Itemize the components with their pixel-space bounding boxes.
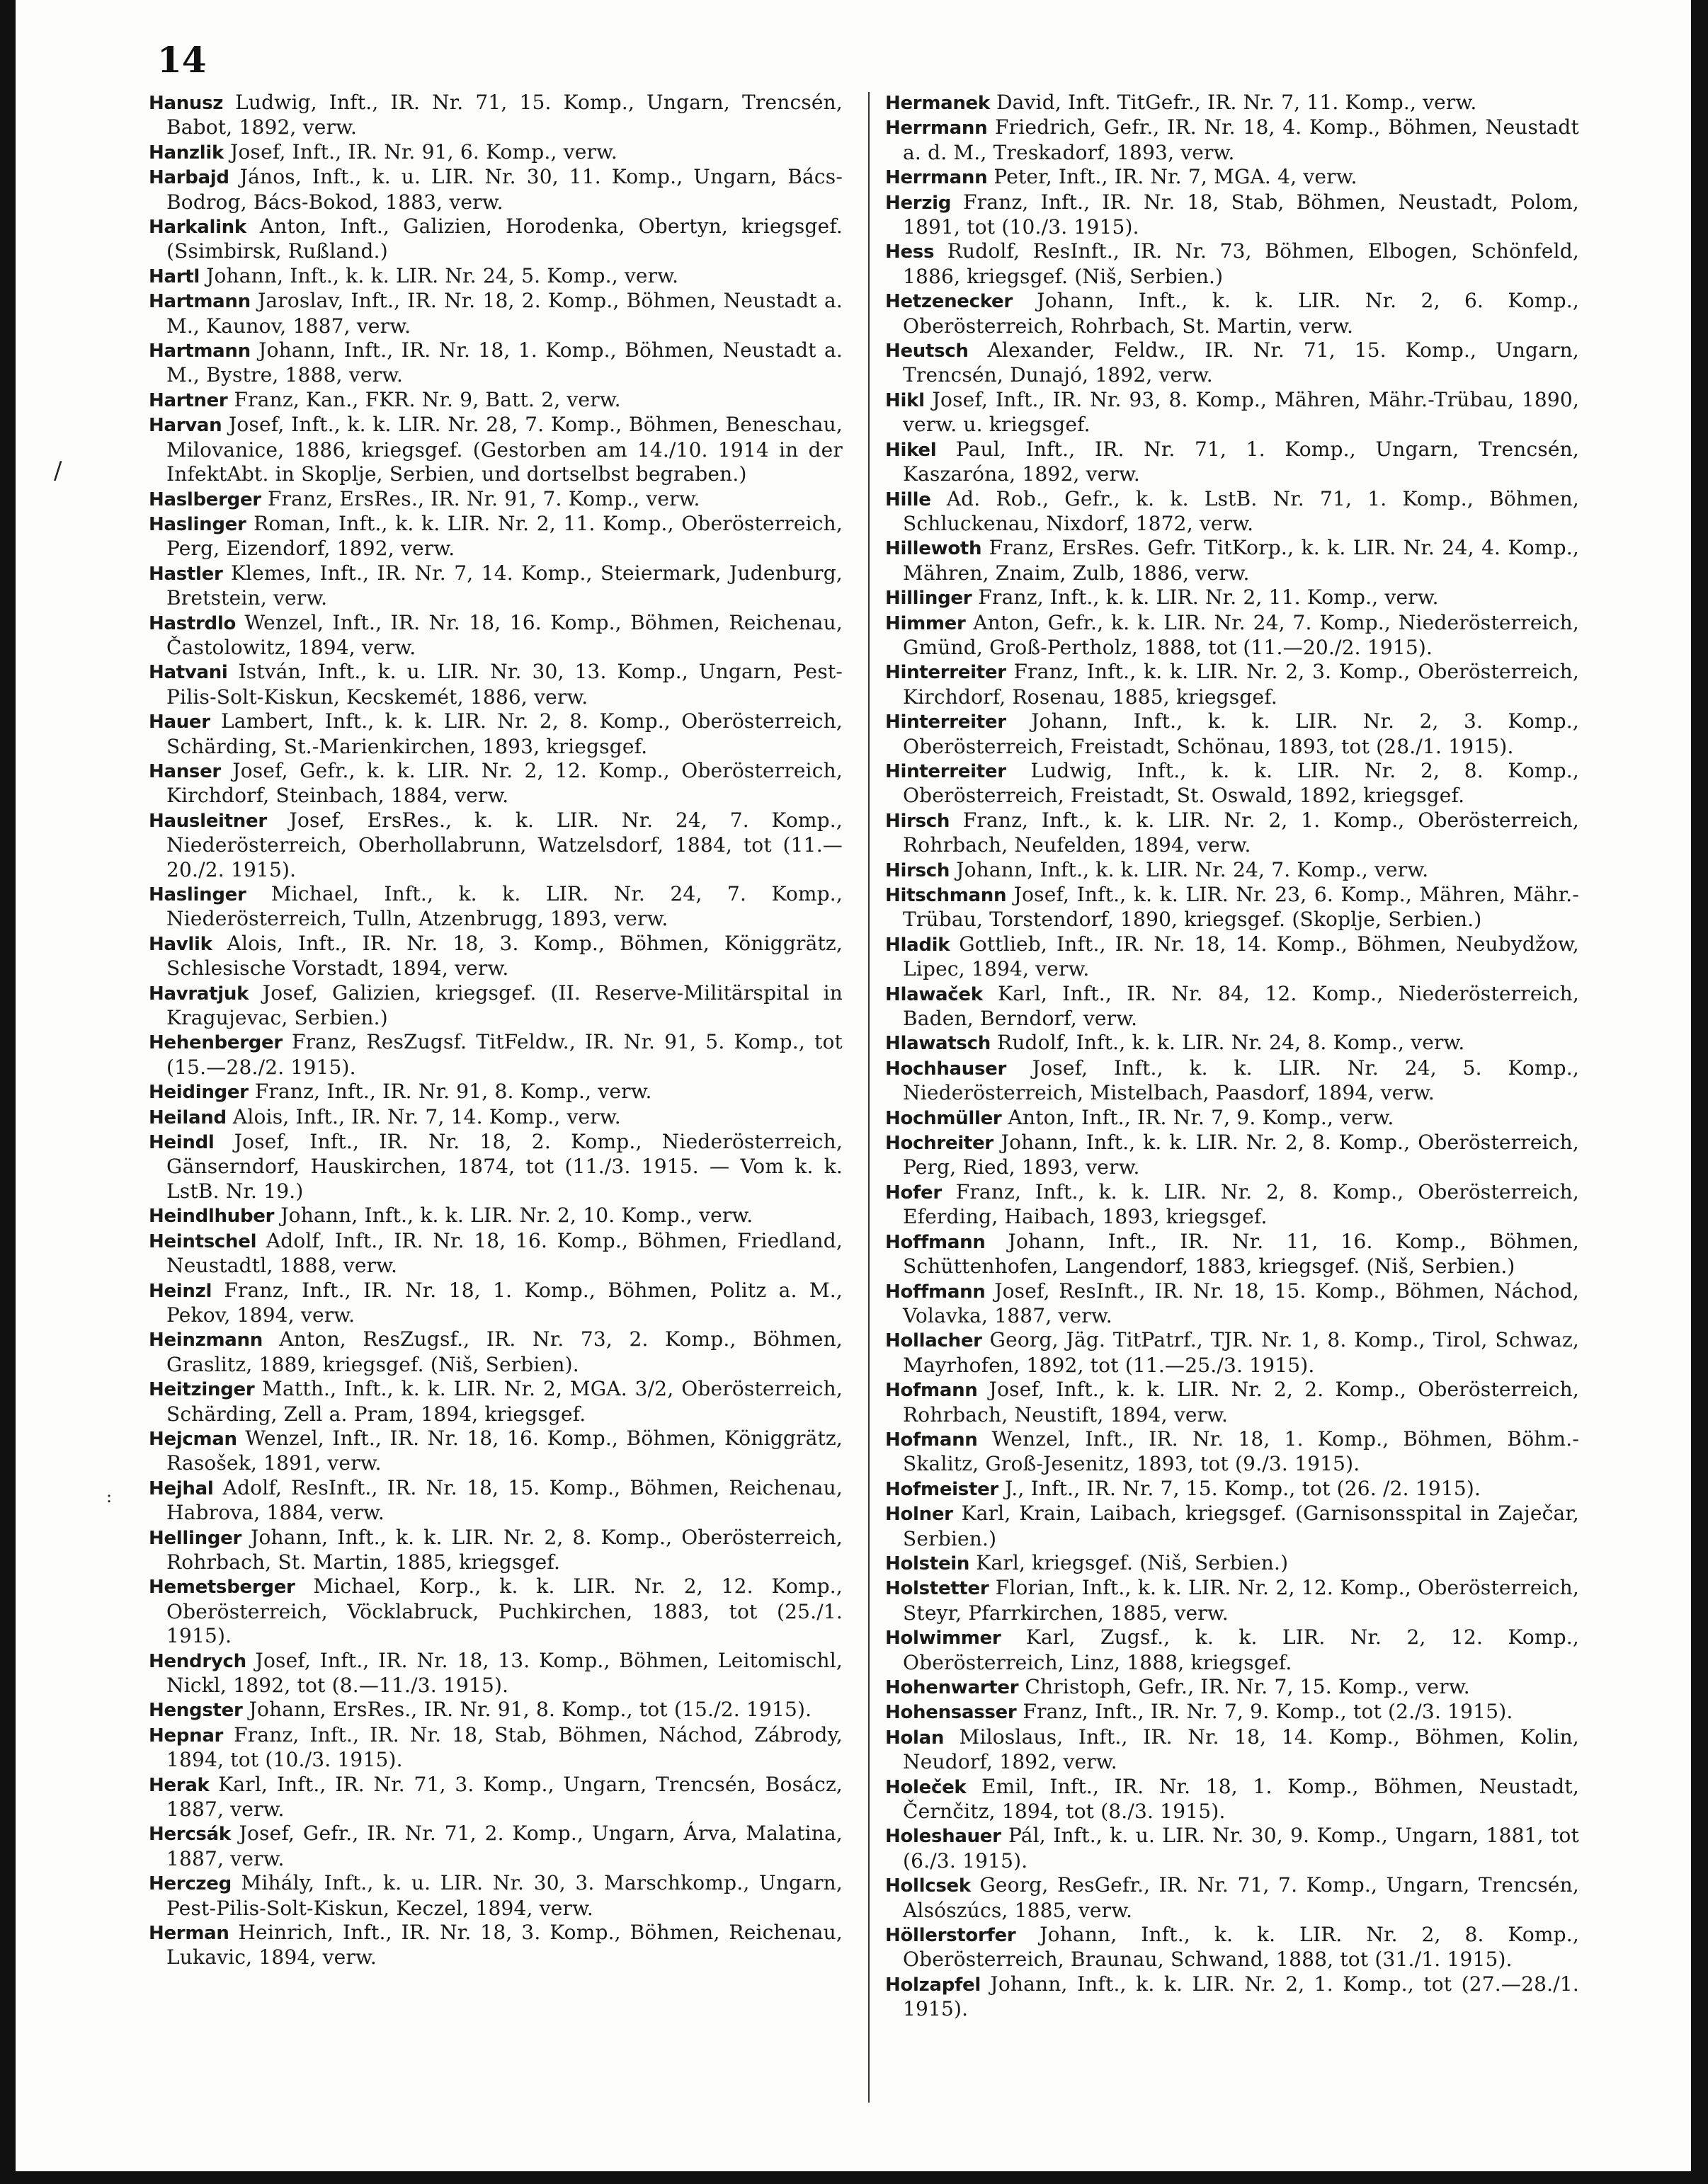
entry-details: Adolf, Inft., IR. Nr. 18, 16. Komp., Böhmen, Friedland, Neustadtl, 1888, verw. (166, 1228, 843, 1278)
list-entry (149, 808, 843, 882)
list-entry (149, 165, 843, 215)
entry-details: Josef, Inft., k. k. LIR. Nr. 24, 5. Komp., Niederösterreich, Mistelbach, Paasdorf, 1894, verw. (903, 1056, 1579, 1105)
entry-details: Heinrich, Inft., IR. Nr. 18, 3. Komp., Böhmen, Reichenau, Lukavic, 1894, verw. (166, 1921, 843, 1969)
entry-surname: Hollacher (885, 1330, 982, 1352)
list-entry (885, 759, 1579, 808)
column-divider (868, 92, 870, 2103)
entry-details: Anton, Inft., IR. Nr. 7, 9. Komp., verw. (1008, 1105, 1394, 1129)
list-entry (885, 1725, 1579, 1775)
list-entry (885, 932, 1579, 982)
entry-surname: Heinzl (149, 1280, 212, 1302)
list-entry (885, 808, 1579, 858)
entry-details: Lambert, Inft., k. k. LIR. Nr. 2, 8. Komp., Oberösterreich, Schärding, St.-Marienkirchen, 1893, kriegsgef. (166, 709, 843, 758)
entry-surname: Herrmann (885, 167, 988, 189)
entry-surname: Hengster (149, 1700, 243, 1722)
entry-surname: Heindl (149, 1132, 215, 1154)
entry-details: Alois, Inft., IR. Nr. 7, 14. Komp., verw. (232, 1104, 621, 1128)
entry-surname: Haslinger (149, 513, 246, 535)
entry-surname: Hoffmann (885, 1231, 986, 1253)
entry-surname: Hejhal (149, 1477, 214, 1499)
entry-details: Anton, Inft., Galizien, Horodenka, Obertyn, kriegsgef. (Ssimbirsk, Rußland.) (166, 215, 843, 263)
entry-surname: Hanser (149, 760, 221, 782)
entry-details: Johann, Inft., k. k. LIR. Nr. 2, 1. Komp., tot (27.—28./1. 1915). (903, 1972, 1579, 2021)
entry-surname: Holzapfel (885, 1974, 981, 1996)
entry-surname: Hofer (885, 1182, 942, 1204)
entry-surname: Herzig (885, 192, 952, 214)
entry-details: Florian, Inft., k. k. LIR. Nr. 2, 12. Komp., Oberösterreich, Steyr, Pfarrkirchen, 1885, verw. (903, 1576, 1579, 1625)
entry-details: Johann, Inft., k. k. LIR. Nr. 2, 8. Komp., Oberösterreich, Braunau, Schwand, 1888, tot (31./1. 1915). (903, 1923, 1579, 1972)
list-entry (149, 709, 843, 759)
entry-surname: Heiland (149, 1107, 227, 1128)
entry-details: Anton, ResZugsf., IR. Nr. 73, 2. Komp., Böhmen, Graslitz, 1889, kriegsgef. (Niš, Serbien). (166, 1327, 843, 1376)
entry-details: Franz, Kan., FKR. Nr. 9, Batt. 2, verw. (234, 387, 621, 411)
entry-surname: Harvan (149, 415, 222, 437)
list-entry (885, 1625, 1579, 1675)
list-entry (885, 239, 1579, 289)
entry-details: Karl, Inft., IR. Nr. 71, 3. Komp., Ungarn, Trencsén, Bosácz, 1887, verw. (166, 1772, 843, 1822)
list-entry (149, 1080, 843, 1104)
entry-details: Josef, Gefr., IR. Nr. 71, 2. Komp., Ungarn, Árva, Malatina, 1887, verw. (166, 1822, 843, 1870)
entry-surname: Holstein (885, 1553, 970, 1574)
list-entry (149, 140, 843, 165)
entry-details: Franz, Inft., k. k. LIR. Nr. 2, 3. Komp., Oberösterreich, Kirchdorf, Rosenau, 1885, kriegsgef. (903, 660, 1579, 709)
list-entry (885, 536, 1579, 585)
entry-surname: Hess (885, 241, 935, 263)
list-entry (149, 882, 843, 932)
list-entry (149, 1204, 843, 1228)
list-entry (149, 1030, 843, 1080)
entry-surname: Harbajd (149, 167, 229, 189)
entry-surname: Hillewoth (885, 538, 982, 560)
entry-details: Josef, Inft., k. k. LIR. Nr. 23, 6. Komp., Mähren, Mähr.-Trübau, Torstendorf, 1890, kriegsgef. (Skoplje, Serbien.) (903, 883, 1579, 932)
list-entry (149, 1526, 843, 1575)
list-entry (885, 611, 1579, 661)
list-entry (149, 215, 843, 264)
entry-details: Ludwig, Inft., k. k. LIR. Nr. 2, 8. Komp., Oberösterreich, Freistadt, St. Oswald, 1892, kriegsgef. (903, 758, 1579, 808)
list-entry (885, 289, 1579, 338)
list-entry (885, 1576, 1579, 1625)
entry-details: Rudolf, ResInft., IR. Nr. 73, Böhmen, Elbogen, Schönfeld, 1886, kriegsgef. (Niš, Serbien.) (903, 239, 1579, 288)
entry-surname: Hehenberger (149, 1032, 283, 1054)
list-entry (149, 512, 843, 561)
entry-surname: Havratjuk (149, 983, 249, 1005)
page-number: 14 (157, 39, 207, 81)
list-entry (149, 932, 843, 981)
list-entry (885, 858, 1579, 883)
entry-surname: Hille (885, 488, 931, 510)
entry-details: Johann, Inft., k. k. LIR. Nr. 2, 3. Komp., Oberösterreich, Freistadt, Schönau, 1893, tot (28./1. 1915). (903, 709, 1579, 758)
entry-surname: Herman (149, 1923, 229, 1945)
entry-surname: Hellinger (149, 1527, 242, 1549)
entry-details: Emil, Inft., IR. Nr. 18, 1. Komp., Böhmen, Neustadt, Černčitz, 1894, tot (8./3. 1915). (903, 1774, 1579, 1824)
entry-surname: Hohensasser (885, 1702, 1017, 1724)
right-column (885, 91, 1579, 2022)
entry-surname: Hatvani (149, 662, 228, 684)
list-entry (149, 1649, 843, 1698)
entry-surname: Hartner (149, 389, 228, 411)
entry-surname: Hejcman (149, 1428, 237, 1450)
entry-details: Franz, ErsRes., IR. Nr. 91, 7. Komp., verw. (267, 486, 700, 510)
list-entry (149, 264, 843, 289)
entry-details: Franz, Inft., k. k. LIR. Nr. 2, 11. Komp., verw. (978, 585, 1439, 610)
entry-surname: Hochhauser (885, 1058, 1007, 1080)
list-entry (885, 1923, 1579, 1972)
entry-surname: Heidinger (149, 1082, 249, 1104)
entry-details: Johann, Inft., k. k. LIR. Nr. 24, 5. Komp., verw. (206, 263, 679, 287)
list-entry (149, 1723, 843, 1773)
entry-surname: Hohenwarter (885, 1677, 1019, 1698)
entry-surname: Himmer (885, 612, 966, 634)
list-entry (885, 1873, 1579, 1923)
entry-details: Alois, Inft., IR. Nr. 18, 3. Komp., Böhmen, Königgrätz, Schlesische Vorstadt, 1894, verw. (166, 931, 843, 980)
entry-surname: Hinterreiter (885, 711, 1006, 733)
list-entry (885, 338, 1579, 388)
entry-surname: Hollcsek (885, 1875, 971, 1897)
entry-surname: Heitzinger (149, 1379, 255, 1401)
list-entry (885, 660, 1579, 709)
entry-surname: Hofmann (885, 1380, 978, 1402)
entry-details: Josef, Inft., IR. Nr. 18, 2. Komp., Niederösterreich, Gänserndorf, Hauskirchen, 1874, tot (11./3. 1915. — Vom k. k. LstB. Nr. 19.) (166, 1130, 843, 1203)
entry-surname: Heintschel (149, 1230, 257, 1252)
list-entry (149, 1279, 843, 1328)
entry-details: Josef, Inft., IR. Nr. 91, 6. Komp., verw. (230, 139, 617, 164)
scan-border-left (0, 0, 16, 2184)
entry-details: István, Inft., k. u. LIR. Nr. 30, 13. Komp., Ungarn, Pest-Pilis-Solt-Kiskun, Kecskemét, 1886, verw. (166, 660, 843, 709)
entry-surname: Havlik (149, 933, 212, 955)
entry-details: Josef, Inft., IR. Nr. 18, 13. Komp., Böhmen, Leitomischl, Nickl, 1892, tot (8.—11./3. 1915). (166, 1648, 843, 1697)
entry-surname: Holwimmer (885, 1628, 1001, 1650)
entry-surname: Hillinger (885, 588, 972, 610)
entry-surname: Hermanek (885, 93, 990, 114)
entry-surname: Hirsch (885, 810, 950, 832)
entry-surname: Hepnar (149, 1725, 224, 1746)
list-entry (149, 1377, 843, 1427)
entry-details: Karl, Zugsf., k. k. LIR. Nr. 2, 12. Komp., Oberösterreich, Linz, 1888, kriegsgef. (903, 1625, 1579, 1674)
entry-surname: Hlawatsch (885, 1033, 991, 1055)
entry-details: János, Inft., k. u. LIR. Nr. 30, 11. Komp., Ungarn, Bács-Bodrog, Bács-Bokod, 1883, verw. (166, 165, 843, 214)
entry-surname: Hikl (885, 389, 925, 411)
list-entry (149, 1229, 843, 1279)
list-entry (885, 1230, 1579, 1279)
entry-details: Michael, Korp., k. k. LIR. Nr. 2, 12. Komp., Oberösterreich, Vöcklabruck, Puchkirchen, 1883, tot (25./1. 1915). (166, 1574, 843, 1648)
entry-surname: Hladik (885, 934, 950, 956)
entry-surname: Haslinger (149, 884, 246, 905)
list-entry (885, 190, 1579, 240)
entry-surname: Hochmüller (885, 1107, 1002, 1129)
entry-details: Mihály, Inft., k. u. LIR. Nr. 30, 3. Marschkomp., Ungarn, Pest-Pilis-Solt-Kiskun, Keczel, 1894, verw. (166, 1871, 843, 1920)
list-entry (885, 1279, 1579, 1329)
list-entry (885, 1675, 1579, 1700)
entry-surname: Hochreiter (885, 1133, 994, 1155)
list-entry (885, 1180, 1579, 1230)
entry-details: Anton, Gefr., k. k. LIR. Nr. 24, 7. Komp., Niederösterreich, Gmünd, Groß-Pertholz, 1888, tot (11.—20./2. 1915). (903, 610, 1579, 659)
entry-details: Franz, Inft., IR. Nr. 18, Stab, Böhmen, Neustadt, Polom, 1891, tot (10./3. 1915). (903, 190, 1579, 239)
entry-details: Johann, Inft., IR. Nr. 11, 16. Komp., Böhmen, Schüttenhofen, Langendorf, 1883, kriegsgef. (Niš, Serbien.) (903, 1229, 1579, 1279)
entry-surname: Holan (885, 1727, 945, 1749)
list-entry (885, 1502, 1579, 1551)
entry-details: Matth., Inft., k. k. LIR. Nr. 2, MGA. 3/2, Oberösterreich, Schärding, Zell a. Pram, 1894, kriegsgef. (166, 1377, 843, 1426)
scan-border-right (1691, 0, 1708, 2184)
entry-details: Franz, Inft., k. k. LIR. Nr. 2, 1. Komp., Oberösterreich, Rohrbach, Neufelden, 1894, verw. (903, 808, 1579, 857)
list-entry (149, 1921, 843, 1970)
list-entry (885, 165, 1579, 190)
entry-surname: Hikel (885, 439, 937, 461)
entry-details: Franz, Inft., IR. Nr. 18, Stab, Böhmen, Náchod, Zábrody, 1894, tot (10./3. 1915). (166, 1722, 843, 1772)
list-entry (149, 1427, 843, 1476)
list-entry (885, 1775, 1579, 1824)
entry-surname: Herrmann (885, 118, 988, 139)
entry-details: Klemes, Inft., IR. Nr. 7, 14. Komp., Steiermark, Judenburg, Bretstein, verw. (166, 561, 843, 610)
margin-mark: / (54, 457, 62, 485)
entry-details: Peter, Inft., IR. Nr. 7, MGA. 4, verw. (994, 165, 1357, 189)
list-entry (149, 1822, 843, 1871)
entry-details: Paul, Inft., IR. Nr. 71, 1. Komp., Ungarn, Trencsén, Kaszaróna, 1892, verw. (903, 437, 1579, 486)
entry-surname: Hartl (149, 265, 200, 287)
list-entry (149, 1574, 843, 1648)
entry-surname: Hendrych (149, 1650, 246, 1672)
entry-details: Josef, Inft., k. k. LIR. Nr. 28, 7. Komp., Böhmen, Beneschau, Milovanice, 1886, kriegsgef. (Gestorben am 14./10. 1914 in der InfektAbt. in Skoplje, Serbien, und dortselbst begraben.) (166, 413, 843, 486)
list-entry (149, 759, 843, 808)
entry-details: Franz, ResZugsf. TitFeldw., IR. Nr. 91, 5. Komp., tot (15.—28./2. 1915). (166, 1030, 843, 1079)
entry-details: J., Inft., IR. Nr. 7, 15. Komp., tot (26. /2. 1915). (1005, 1476, 1481, 1500)
entry-details: Josef, ErsRes., k. k. LIR. Nr. 24, 7. Komp., Niederösterreich, Oberhollabrunn, Watzelsdorf, 1884, tot (11.—20./2. 1915). (166, 808, 843, 881)
list-entry (149, 1327, 843, 1377)
list-entry (885, 1056, 1579, 1106)
entry-details: Josef, Inft., IR. Nr. 93, 8. Komp., Mähren, Mähr.-Trübau, 1890, verw. u. kriegsgef. (903, 387, 1580, 437)
entry-details: Johann, ErsRes., IR. Nr. 91, 8. Komp., tot (15./2. 1915). (249, 1698, 812, 1722)
entry-surname: Hlawaček (885, 983, 983, 1005)
list-entry (885, 585, 1579, 610)
list-entry (885, 438, 1579, 487)
list-entry (149, 487, 843, 512)
list-entry (149, 413, 843, 486)
list-entry (885, 1477, 1579, 1502)
entry-details: Johann, Inft., k. k. LIR. Nr. 2, 8. Komp., Oberösterreich, Perg, Ried, 1893, verw. (903, 1131, 1579, 1179)
entry-surname: Hofmann (885, 1429, 978, 1451)
list-entry (885, 1328, 1579, 1378)
entry-details: Johann, Inft., IR. Nr. 18, 1. Komp., Böhmen, Neustadt a. M., Bystre, 1888, verw. (166, 338, 843, 387)
list-entry (149, 561, 843, 611)
list-entry (885, 1824, 1579, 1873)
entry-details: Gottlieb, Inft., IR. Nr. 18, 14. Komp., Böhmen, Neubydžow, Lipec, 1894, verw. (903, 932, 1579, 981)
entry-surname: Herczeg (149, 1873, 232, 1895)
entry-surname: Höllerstorfer (885, 1925, 1016, 1947)
entry-details: Franz, Inft., IR. Nr. 7, 9. Komp., tot (2./3. 1915). (1023, 1700, 1513, 1724)
entry-details: Johann, Inft., k. k. LIR. Nr. 2, 6. Komp., Oberösterreich, Rohrbach, St. Martin, verw. (903, 289, 1579, 338)
entry-surname: Hofmeister (885, 1478, 998, 1500)
entry-details: Josef, Inft., k. k. LIR. Nr. 2, 2. Komp., Oberösterreich, Rohrbach, Neustift, 1894, verw. (903, 1378, 1579, 1427)
entry-surname: Holstetter (885, 1578, 989, 1600)
entry-details: Wenzel, Inft., IR. Nr. 18, 16. Komp., Böhmen, Reichenau, Častolowitz, 1894, verw. (166, 610, 843, 659)
entry-details: Miloslaus, Inft., IR. Nr. 18, 14. Komp., Böhmen, Kolin, Neudorf, 1892, verw. (903, 1725, 1579, 1774)
list-entry (149, 338, 843, 388)
list-entry (149, 981, 843, 1031)
entry-details: Alexander, Feldw., IR. Nr. 71, 15. Komp., Ungarn, Trencsén, Dunajó, 1892, verw. (903, 338, 1579, 387)
entry-surname: Hausleitner (149, 810, 267, 832)
entry-details: Michael, Inft., k. k. LIR. Nr. 24, 7. Komp., Niederösterreich, Tulln, Atzenbrugg, 1893, verw. (166, 882, 843, 931)
list-entry (149, 388, 843, 413)
entry-surname: Hastrdlo (149, 612, 237, 634)
entry-surname: Hetzenecker (885, 291, 1013, 313)
entry-surname: Holner (885, 1504, 953, 1526)
entry-details: Christoph, Gefr., IR. Nr. 7, 15. Komp., verw. (1025, 1675, 1470, 1698)
margin-mark: : (106, 1487, 113, 1506)
entry-details: Wenzel, Inft., IR. Nr. 18, 1. Komp., Böhmen, Böhm.-Skalitz, Groß-Jesenitz, 1893, tot (9./3. 1915). (903, 1427, 1579, 1476)
entry-details: David, Inft. TitGefr., IR. Nr. 7, 11. Komp., verw. (996, 91, 1477, 114)
entry-surname: Hanusz (149, 93, 224, 114)
entry-details: Karl, Inft., IR. Nr. 84, 12. Komp., Niederösterreich, Baden, Berndorf, verw. (903, 981, 1579, 1031)
entry-surname: Hemetsberger (149, 1577, 295, 1599)
entry-details: Ludwig, Inft., IR. Nr. 71, 15. Komp., Ungarn, Trencsén, Babot, 1892, verw. (166, 91, 843, 139)
entry-details: Roman, Inft., k. k. LIR. Nr. 2, 11. Komp., Oberösterreich, Perg, Eizendorf, 1892, verw. (166, 511, 843, 561)
entry-surname: Hitschmann (885, 885, 1007, 906)
entry-surname: Hirsch (885, 859, 950, 881)
list-entry (885, 709, 1579, 759)
entry-surname: Hoffmann (885, 1281, 986, 1303)
entry-details: Franz, Inft., IR. Nr. 91, 8. Komp., verw. (254, 1080, 652, 1104)
list-entry (885, 91, 1579, 115)
left-column (149, 91, 843, 1970)
entry-surname: Hartmann (149, 291, 251, 313)
entry-surname: Hastler (149, 563, 223, 585)
list-entry (149, 1871, 843, 1921)
scan-border-bottom (0, 2171, 1708, 2184)
entry-surname: Harkalink (149, 217, 246, 239)
entry-details: Johann, Inft., k. k. LIR. Nr. 2, 10. Komp., verw. (280, 1204, 753, 1228)
entry-details: Johann, Inft., k. k. LIR. Nr. 2, 8. Komp., Oberösterreich, Rohrbach, St. Martin, 1885, kriegsgef. (166, 1525, 843, 1574)
entry-surname: Holeček (885, 1776, 967, 1798)
entry-surname: Herak (149, 1774, 210, 1796)
entry-details: Josef, ResInft., IR. Nr. 18, 15. Komp., Böhmen, Náchod, Volavka, 1887, verw. (903, 1279, 1579, 1327)
entry-surname: Hinterreiter (885, 760, 1006, 782)
entry-surname: Hartmann (149, 341, 251, 362)
entry-details: Franz, Inft., k. k. LIR. Nr. 2, 8. Komp., Oberösterreich, Eferding, Haibach, 1893, kriegsgef. (903, 1179, 1579, 1229)
entry-details: Karl, Krain, Laibach, kriegsgef. (Garnisonsspital in Zaječar, Serbien.) (903, 1502, 1579, 1550)
list-entry (149, 1130, 843, 1204)
entry-surname: Heindlhuber (149, 1206, 275, 1228)
entry-details: Karl, kriegsgef. (Niš, Serbien.) (976, 1550, 1289, 1574)
entry-details: Josef, Galizien, kriegsgef. (II. Reserve-Militärspital in Kragujevac, Serbien.) (166, 980, 843, 1030)
list-entry (149, 1105, 843, 1130)
list-entry (885, 883, 1579, 932)
entry-surname: Hanzlik (149, 142, 224, 164)
entry-surname: Holeshauer (885, 1826, 1001, 1848)
entry-details: Rudolf, Inft., k. k. LIR. Nr. 24, 8. Komp., verw. (997, 1031, 1465, 1055)
list-entry (885, 1972, 1579, 2022)
entry-surname: Haslberger (149, 488, 261, 510)
list-entry (885, 487, 1579, 537)
list-entry (149, 1698, 843, 1722)
list-entry (885, 1551, 1579, 1576)
entry-details: Johann, Inft., k. k. LIR. Nr. 24, 7. Komp., verw. (956, 857, 1429, 881)
list-entry (885, 388, 1579, 438)
entry-surname: Heinzmann (149, 1330, 263, 1351)
entry-surname: Hercsák (149, 1824, 231, 1846)
entry-surname: Heutsch (885, 341, 969, 362)
list-entry (885, 982, 1579, 1031)
entry-details: Georg, Jäg. TitPatrf., TJR. Nr. 1, 8. Komp., Tirol, Schwaz, Mayrhofen, 1892, tot (11.—25./3. 1915). (903, 1328, 1579, 1377)
entry-details: Pál, Inft., k. u. LIR. Nr. 30, 9. Komp., Ungarn, 1881, tot (6./3. 1915). (903, 1824, 1579, 1873)
list-entry (149, 660, 843, 709)
list-entry (885, 1700, 1579, 1725)
list-entry (885, 1131, 1579, 1180)
list-entry (149, 1476, 843, 1526)
list-entry (149, 289, 843, 338)
entry-details: Adolf, ResInft., IR. Nr. 18, 15. Komp., Böhmen, Reichenau, Habrova, 1884, verw. (166, 1475, 843, 1525)
list-entry (885, 115, 1579, 165)
entry-details: Georg, ResGefr., IR. Nr. 71, 7. Komp., Ungarn, Trencsén, Alsószúcs, 1885, verw. (903, 1873, 1579, 1922)
list-entry (885, 1427, 1579, 1477)
entry-details: Wenzel, Inft., IR. Nr. 18, 16. Komp., Böhmen, Königgrätz, Rasošek, 1891, verw. (166, 1426, 843, 1475)
list-entry (885, 1378, 1579, 1427)
entry-details: Josef, Gefr., k. k. LIR. Nr. 2, 12. Komp., Oberösterreich, Kirchdorf, Steinbach, 1884, verw. (166, 758, 843, 808)
entry-details: Franz, Inft., IR. Nr. 18, 1. Komp., Böhmen, Politz a. M., Pekov, 1894, verw. (166, 1278, 843, 1327)
list-entry (149, 611, 843, 661)
entry-details: Ad. Rob., Gefr., k. k. LstB. Nr. 71, 1. Komp., Böhmen, Schluckenau, Nixdorf, 1872, verw. (903, 486, 1580, 535)
list-entry (149, 1773, 843, 1822)
entry-surname: Hinterreiter (885, 662, 1006, 684)
entry-details: Franz, ErsRes. Gefr. TitKorp., k. k. LIR. Nr. 24, 4. Komp., Mähren, Znaim, Zulb, 1886, verw. (903, 536, 1579, 585)
entry-details: Jaroslav, Inft., IR. Nr. 18, 2. Komp., Böhmen, Neustadt a. M., Kaunov, 1887, verw. (166, 289, 843, 338)
list-entry (885, 1031, 1579, 1056)
entry-surname: Hauer (149, 711, 210, 733)
entry-details: Friedrich, Gefr., IR. Nr. 18, 4. Komp., Böhmen, Neustadt a. d. M., Treskadorf, 1893, verw. (903, 115, 1579, 164)
list-entry (149, 91, 843, 140)
list-entry (885, 1106, 1579, 1131)
